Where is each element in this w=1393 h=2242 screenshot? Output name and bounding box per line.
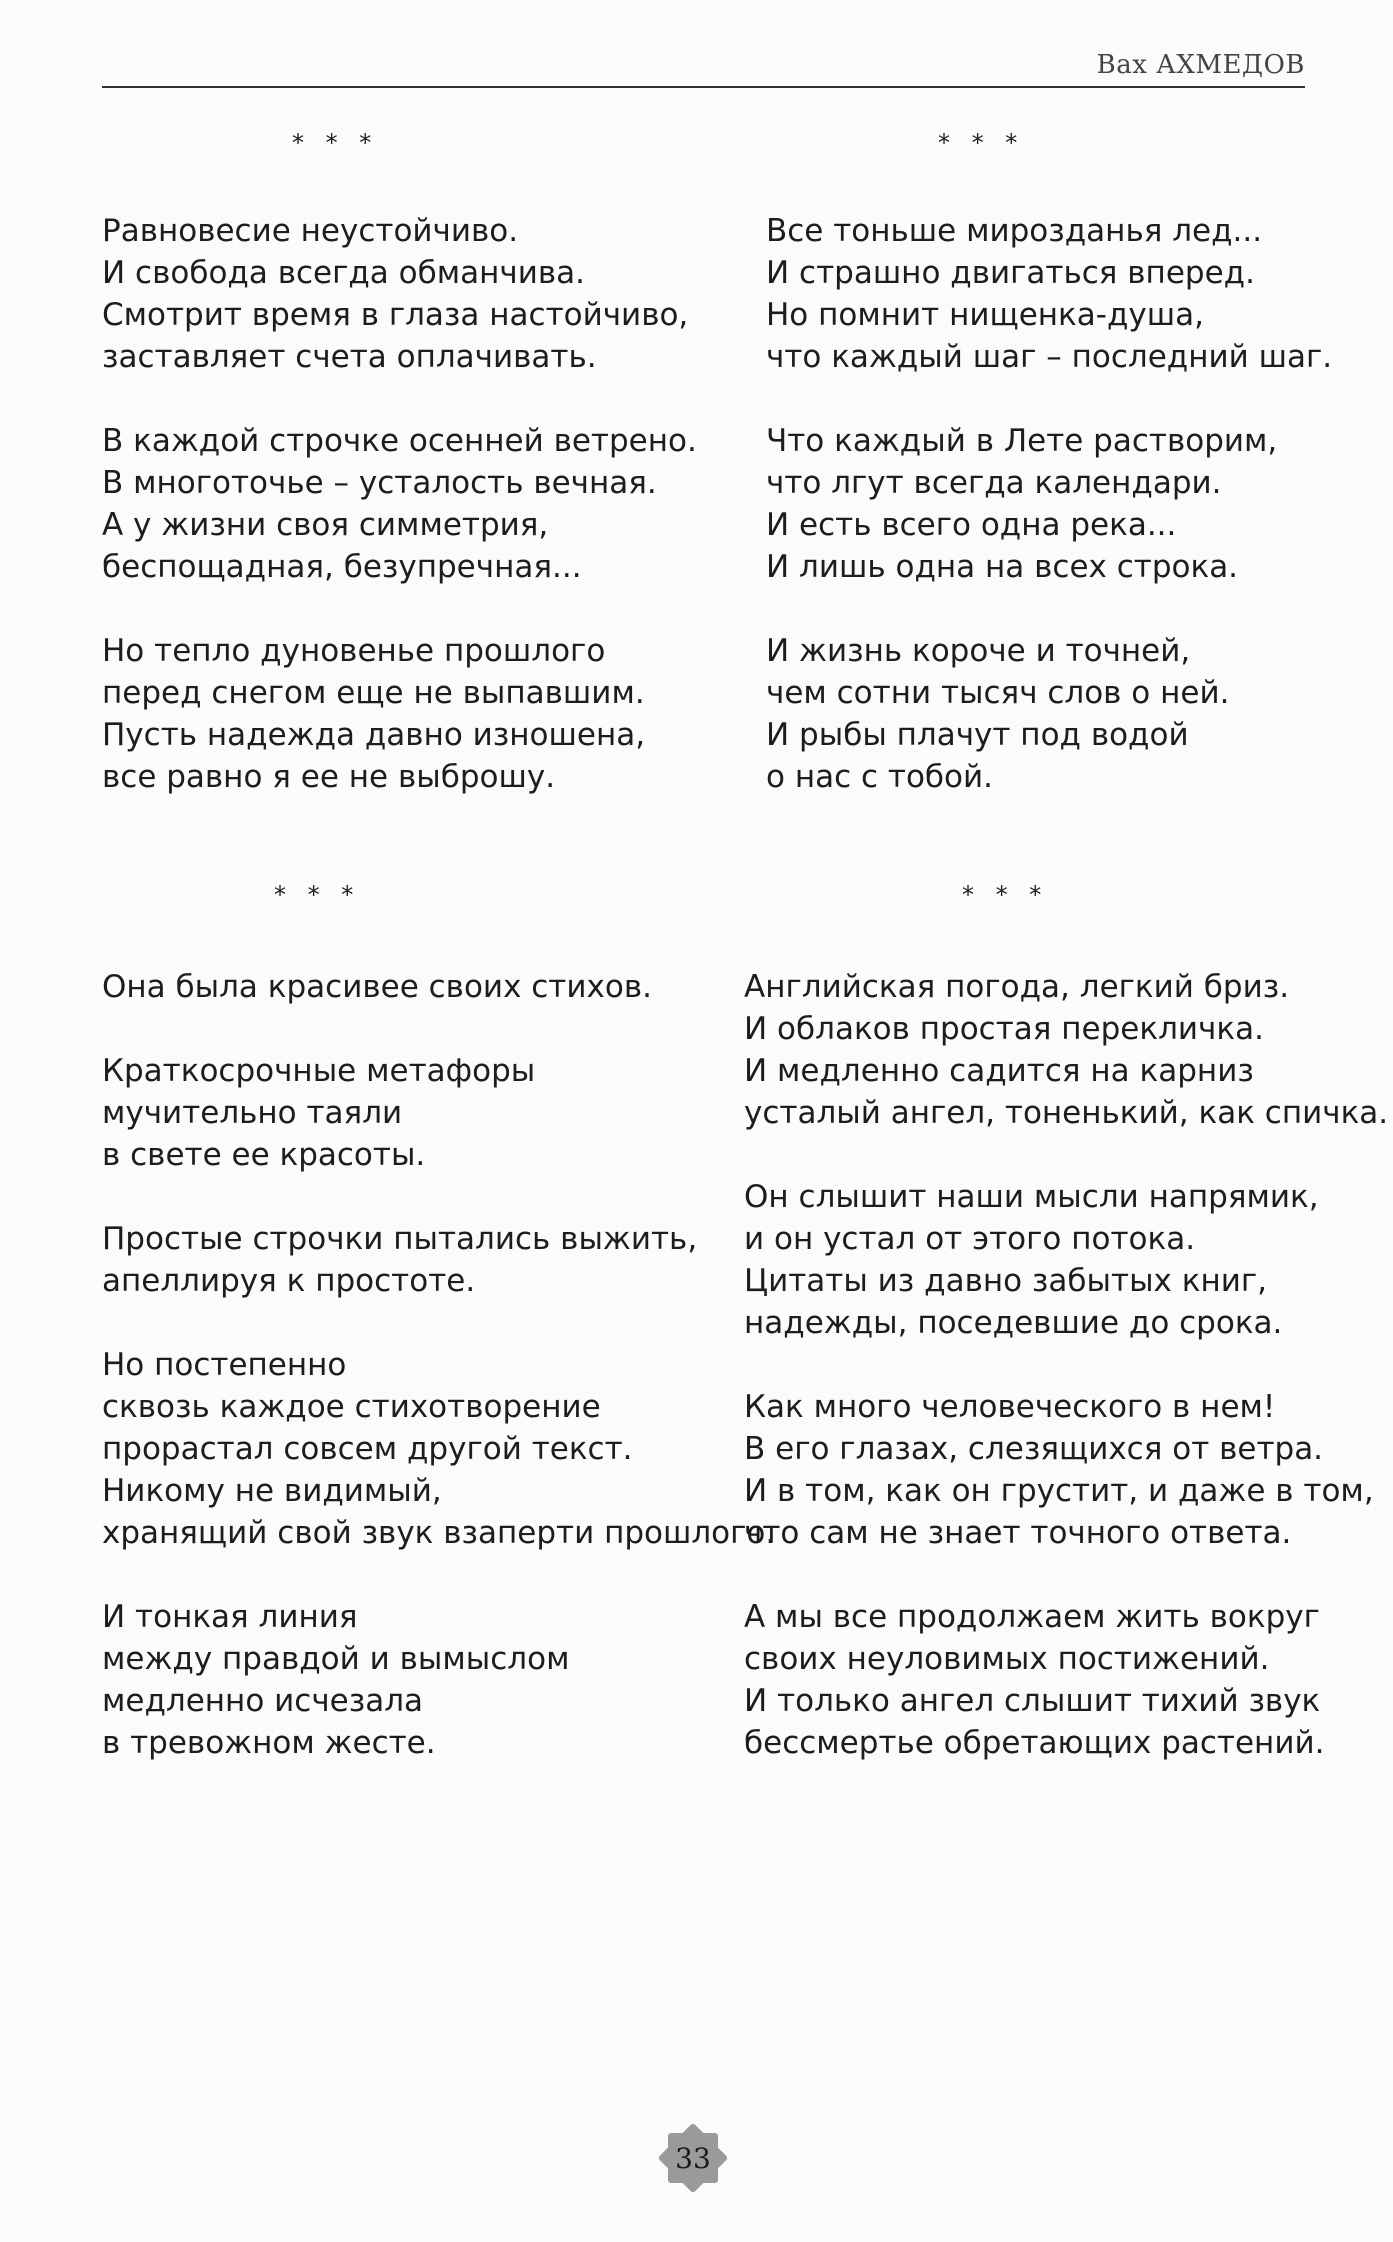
poem-separator: * * * bbox=[292, 129, 379, 157]
poem-line: И страшно двигаться вперед. bbox=[766, 255, 1255, 291]
poem-body bbox=[102, 210, 697, 798]
poem-line: Английская погода, легкий бриз. bbox=[744, 969, 1290, 1005]
stanza bbox=[744, 1386, 1388, 1554]
poem-line: В многоточье – усталость вечная. bbox=[102, 465, 657, 501]
stanza bbox=[766, 630, 1332, 798]
poem-line: все равно я ее не выброшу. bbox=[102, 759, 556, 795]
poem-line: Пусть надежда давно изношена, bbox=[102, 717, 646, 753]
poem-line: Никому не видимый, bbox=[102, 1473, 442, 1509]
poem-line: заставляет счета оплачивать. bbox=[102, 339, 597, 375]
poem-line: В его глазах, слезящихся от ветра. bbox=[744, 1431, 1324, 1467]
stanza bbox=[102, 1596, 775, 1764]
poem-line: Цитаты из давно забытых книг, bbox=[744, 1263, 1268, 1299]
poem-line: И только ангел слышит тихий звук bbox=[744, 1683, 1321, 1719]
poem-body bbox=[102, 966, 775, 1764]
poem-line: А у жизни своя симметрия, bbox=[102, 507, 549, 543]
poem-line: что лгут всегда календари. bbox=[766, 465, 1222, 501]
poem-line: Смотрит время в глаза настойчиво, bbox=[102, 297, 689, 333]
poem-line: И в том, как он грустит, и даже в том, bbox=[744, 1473, 1374, 1509]
stanza bbox=[744, 1596, 1388, 1764]
poem-line: что каждый шаг – последний шаг. bbox=[766, 339, 1333, 375]
poem-line: чем сотни тысяч слов о ней. bbox=[766, 675, 1230, 711]
poem-line: Все тоньше мирозданья лед... bbox=[766, 213, 1263, 249]
poem-line: хранящий свой звук взаперти прошлого. bbox=[102, 1515, 776, 1551]
stanza bbox=[102, 1344, 775, 1554]
poem-line: Она была красивее своих стихов. bbox=[102, 969, 652, 1005]
poem-line: о нас с тобой. bbox=[766, 759, 993, 795]
poem-line: И медленно садится на карниз bbox=[744, 1053, 1254, 1089]
poem-line: Краткосрочные метафоры bbox=[102, 1053, 536, 1089]
stanza bbox=[102, 210, 697, 378]
poem-line: И свобода всегда обманчива. bbox=[102, 255, 585, 291]
poem-line: между правдой и вымыслом bbox=[102, 1641, 570, 1677]
page-number-badge bbox=[655, 2120, 731, 2196]
poem-line: надежды, поседевшие до срока. bbox=[744, 1305, 1283, 1341]
poem-line: Но тепло дуновенье прошлого bbox=[102, 633, 606, 669]
running-header-author: Вах АХМЕДОВ bbox=[1096, 50, 1305, 80]
poem-line: И лишь одна на всех строка. bbox=[766, 549, 1239, 585]
poem-line: и он устал от этого потока. bbox=[744, 1221, 1196, 1257]
poem-body bbox=[744, 966, 1388, 1764]
poem-line: бессмертье обретающих растений. bbox=[744, 1725, 1325, 1761]
stanza bbox=[744, 966, 1388, 1134]
poem-line: медленно исчезала bbox=[102, 1683, 424, 1719]
poem-line: прорастал совсем другой текст. bbox=[102, 1431, 633, 1467]
poem-line: А мы все продолжаем жить вокруг bbox=[744, 1599, 1320, 1635]
poem-line: Но помнит нищенка-душа, bbox=[766, 297, 1204, 333]
poem-line: своих неуловимых постижений. bbox=[744, 1641, 1270, 1677]
poem-line: И жизнь короче и точней, bbox=[766, 633, 1191, 669]
page-number: 33 bbox=[675, 2141, 711, 2175]
poem-line: что сам не знает точного ответа. bbox=[744, 1515, 1292, 1551]
poem-line: В каждой строчке осенней ветрено. bbox=[102, 423, 697, 459]
poem-line: Что каждый в Лете растворим, bbox=[766, 423, 1278, 459]
poem-line: усталый ангел, тоненький, как спичка. bbox=[744, 1095, 1389, 1131]
poem-line: Простые строчки пытались выжить, bbox=[102, 1221, 698, 1257]
poem-body bbox=[766, 210, 1332, 798]
poem-line: И тонкая линия bbox=[102, 1599, 358, 1635]
poem-line: Равновесие неустойчиво. bbox=[102, 213, 519, 249]
stanza bbox=[102, 1050, 775, 1176]
stanza bbox=[102, 966, 775, 1008]
poem-separator: * * * bbox=[274, 881, 361, 909]
poem-line: мучительно таяли bbox=[102, 1095, 403, 1131]
poem-line: апеллируя к простоте. bbox=[102, 1263, 476, 1299]
poem-line: беспощадная, безупречная... bbox=[102, 549, 582, 585]
poem-line: Как много человеческого в нем! bbox=[744, 1389, 1276, 1425]
poem-line: сквозь каждое стихотворение bbox=[102, 1389, 601, 1425]
stanza bbox=[766, 420, 1332, 588]
poem-line: И рыбы плачут под водой bbox=[766, 717, 1189, 753]
stanza bbox=[744, 1176, 1388, 1344]
poem-line: Но постепенно bbox=[102, 1347, 347, 1383]
poem-line: в тревожном жесте. bbox=[102, 1725, 436, 1761]
header-rule bbox=[102, 86, 1305, 88]
poem-line: И облаков простая перекличка. bbox=[744, 1011, 1264, 1047]
stanza bbox=[102, 630, 697, 798]
stanza bbox=[102, 420, 697, 588]
poem-separator: * * * bbox=[938, 129, 1025, 157]
poem-line: И есть всего одна река... bbox=[766, 507, 1177, 543]
stanza bbox=[766, 210, 1332, 378]
poem-line: Он слышит наши мысли напрямик, bbox=[744, 1179, 1319, 1215]
poem-line: в свете ее красоты. bbox=[102, 1137, 426, 1173]
poem-separator: * * * bbox=[962, 881, 1049, 909]
stanza bbox=[102, 1218, 775, 1302]
poem-line: перед снегом еще не выпавшим. bbox=[102, 675, 645, 711]
